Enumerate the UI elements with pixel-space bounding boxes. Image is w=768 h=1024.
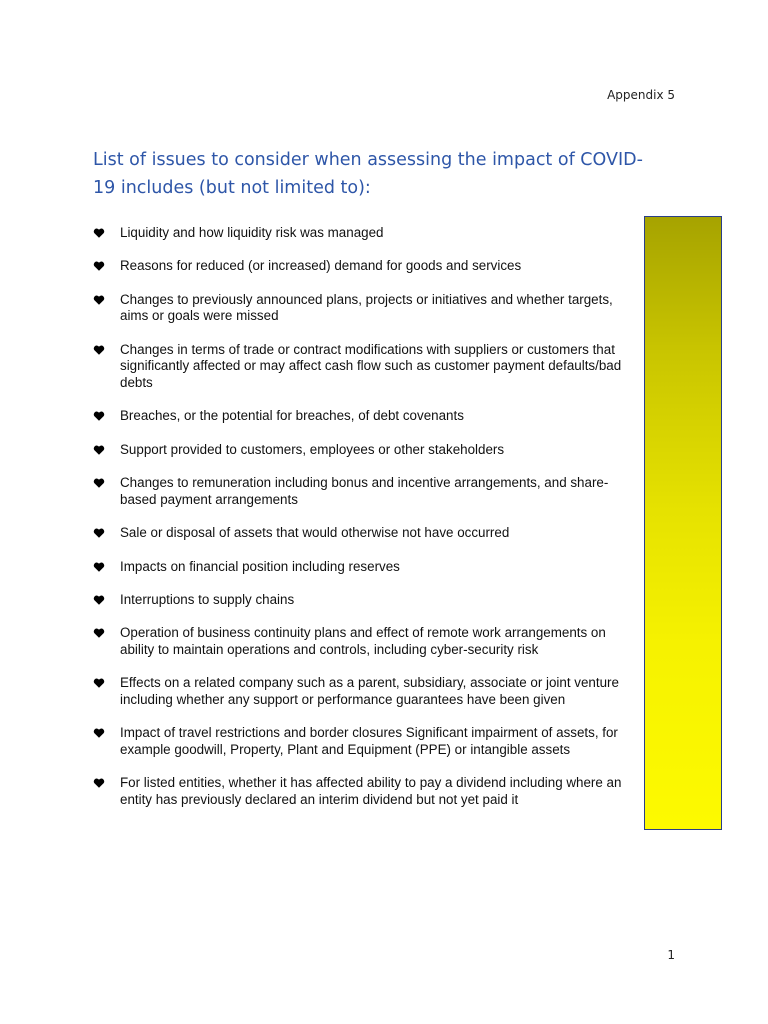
list-item xyxy=(93,442,641,459)
list-item-text: Support provided to customers, employees or other stakeholders xyxy=(120,441,505,457)
list-item-text: Reasons for reduced (or increased) demand for goods and services xyxy=(120,258,522,274)
list-item xyxy=(93,725,641,758)
list-item-text: Impact of travel restrictions and border closures Significant impairment of assets, for example goodwill, Property, Plant and Equipment (PPE) or intangible assets xyxy=(120,725,618,757)
list-item-text: Changes to previously announced plans, projects or initiatives and whether targets, aims or goals were missed xyxy=(120,291,613,324)
list-item xyxy=(93,408,641,425)
list-item xyxy=(93,258,641,275)
page-number: 1 xyxy=(667,948,675,962)
heart-icon xyxy=(93,727,105,739)
heart-icon xyxy=(93,227,105,239)
heart-icon xyxy=(93,594,105,606)
heart-icon xyxy=(93,561,105,573)
list-item-text: Liquidity and how liquidity risk was managed xyxy=(120,225,384,240)
list-item xyxy=(93,625,641,658)
list-item xyxy=(93,292,641,325)
list-item-text: Effects on a related company such as a parent, subsidiary, associate or joint venture including whether any support or performance guarantees have been given xyxy=(120,675,619,707)
appendix-label: Appendix 5 xyxy=(607,88,675,102)
list-item-text: Interruptions to supply chains xyxy=(120,591,295,607)
list-item-text: Sale or disposal of assets that would otherwise not have occurred xyxy=(120,525,510,541)
heart-icon xyxy=(93,444,105,456)
list-item xyxy=(93,775,641,808)
heart-icon xyxy=(93,477,105,489)
list-item xyxy=(93,225,641,242)
list-item xyxy=(93,475,641,508)
list-item xyxy=(93,675,641,708)
heart-icon xyxy=(93,627,105,639)
list-item-text: Operation of business continuity plans and effect of remote work arrangements on ability to maintain operations and controls, including cyber-security risk xyxy=(120,625,606,657)
list-item-text: Changes to remuneration including bonus and incentive arrangements, and share-based payment arrangements xyxy=(120,475,609,507)
issues-list xyxy=(93,225,641,825)
heart-icon xyxy=(93,260,105,272)
heart-icon xyxy=(93,527,105,539)
heart-icon xyxy=(93,294,105,306)
heart-icon xyxy=(93,777,105,789)
list-item xyxy=(93,342,641,392)
list-item xyxy=(93,525,641,542)
list-item xyxy=(93,559,641,576)
list-item-text: Breaches, or the potential for breaches, of debt covenants xyxy=(120,408,464,424)
list-item-text: Impacts on financial position including reserves xyxy=(120,558,400,574)
list-item-text: For listed entities, whether it has affected ability to pay a dividend including where an entity has previously declared an interim dividend but not yet paid it xyxy=(120,775,622,807)
heart-icon xyxy=(93,677,105,689)
page-title: List of issues to consider when assessing the impact of COVID-19 includes (but not limited to): xyxy=(93,150,643,198)
list-item-text: Changes in terms of trade or contract modifications with suppliers or customers that significantly affected or may affect cash flow such as customer payment defaults/bad debts xyxy=(120,341,622,390)
heart-icon xyxy=(93,410,105,422)
decorative-side-bar xyxy=(644,216,722,830)
heart-icon xyxy=(93,344,105,356)
list-item xyxy=(93,592,641,609)
